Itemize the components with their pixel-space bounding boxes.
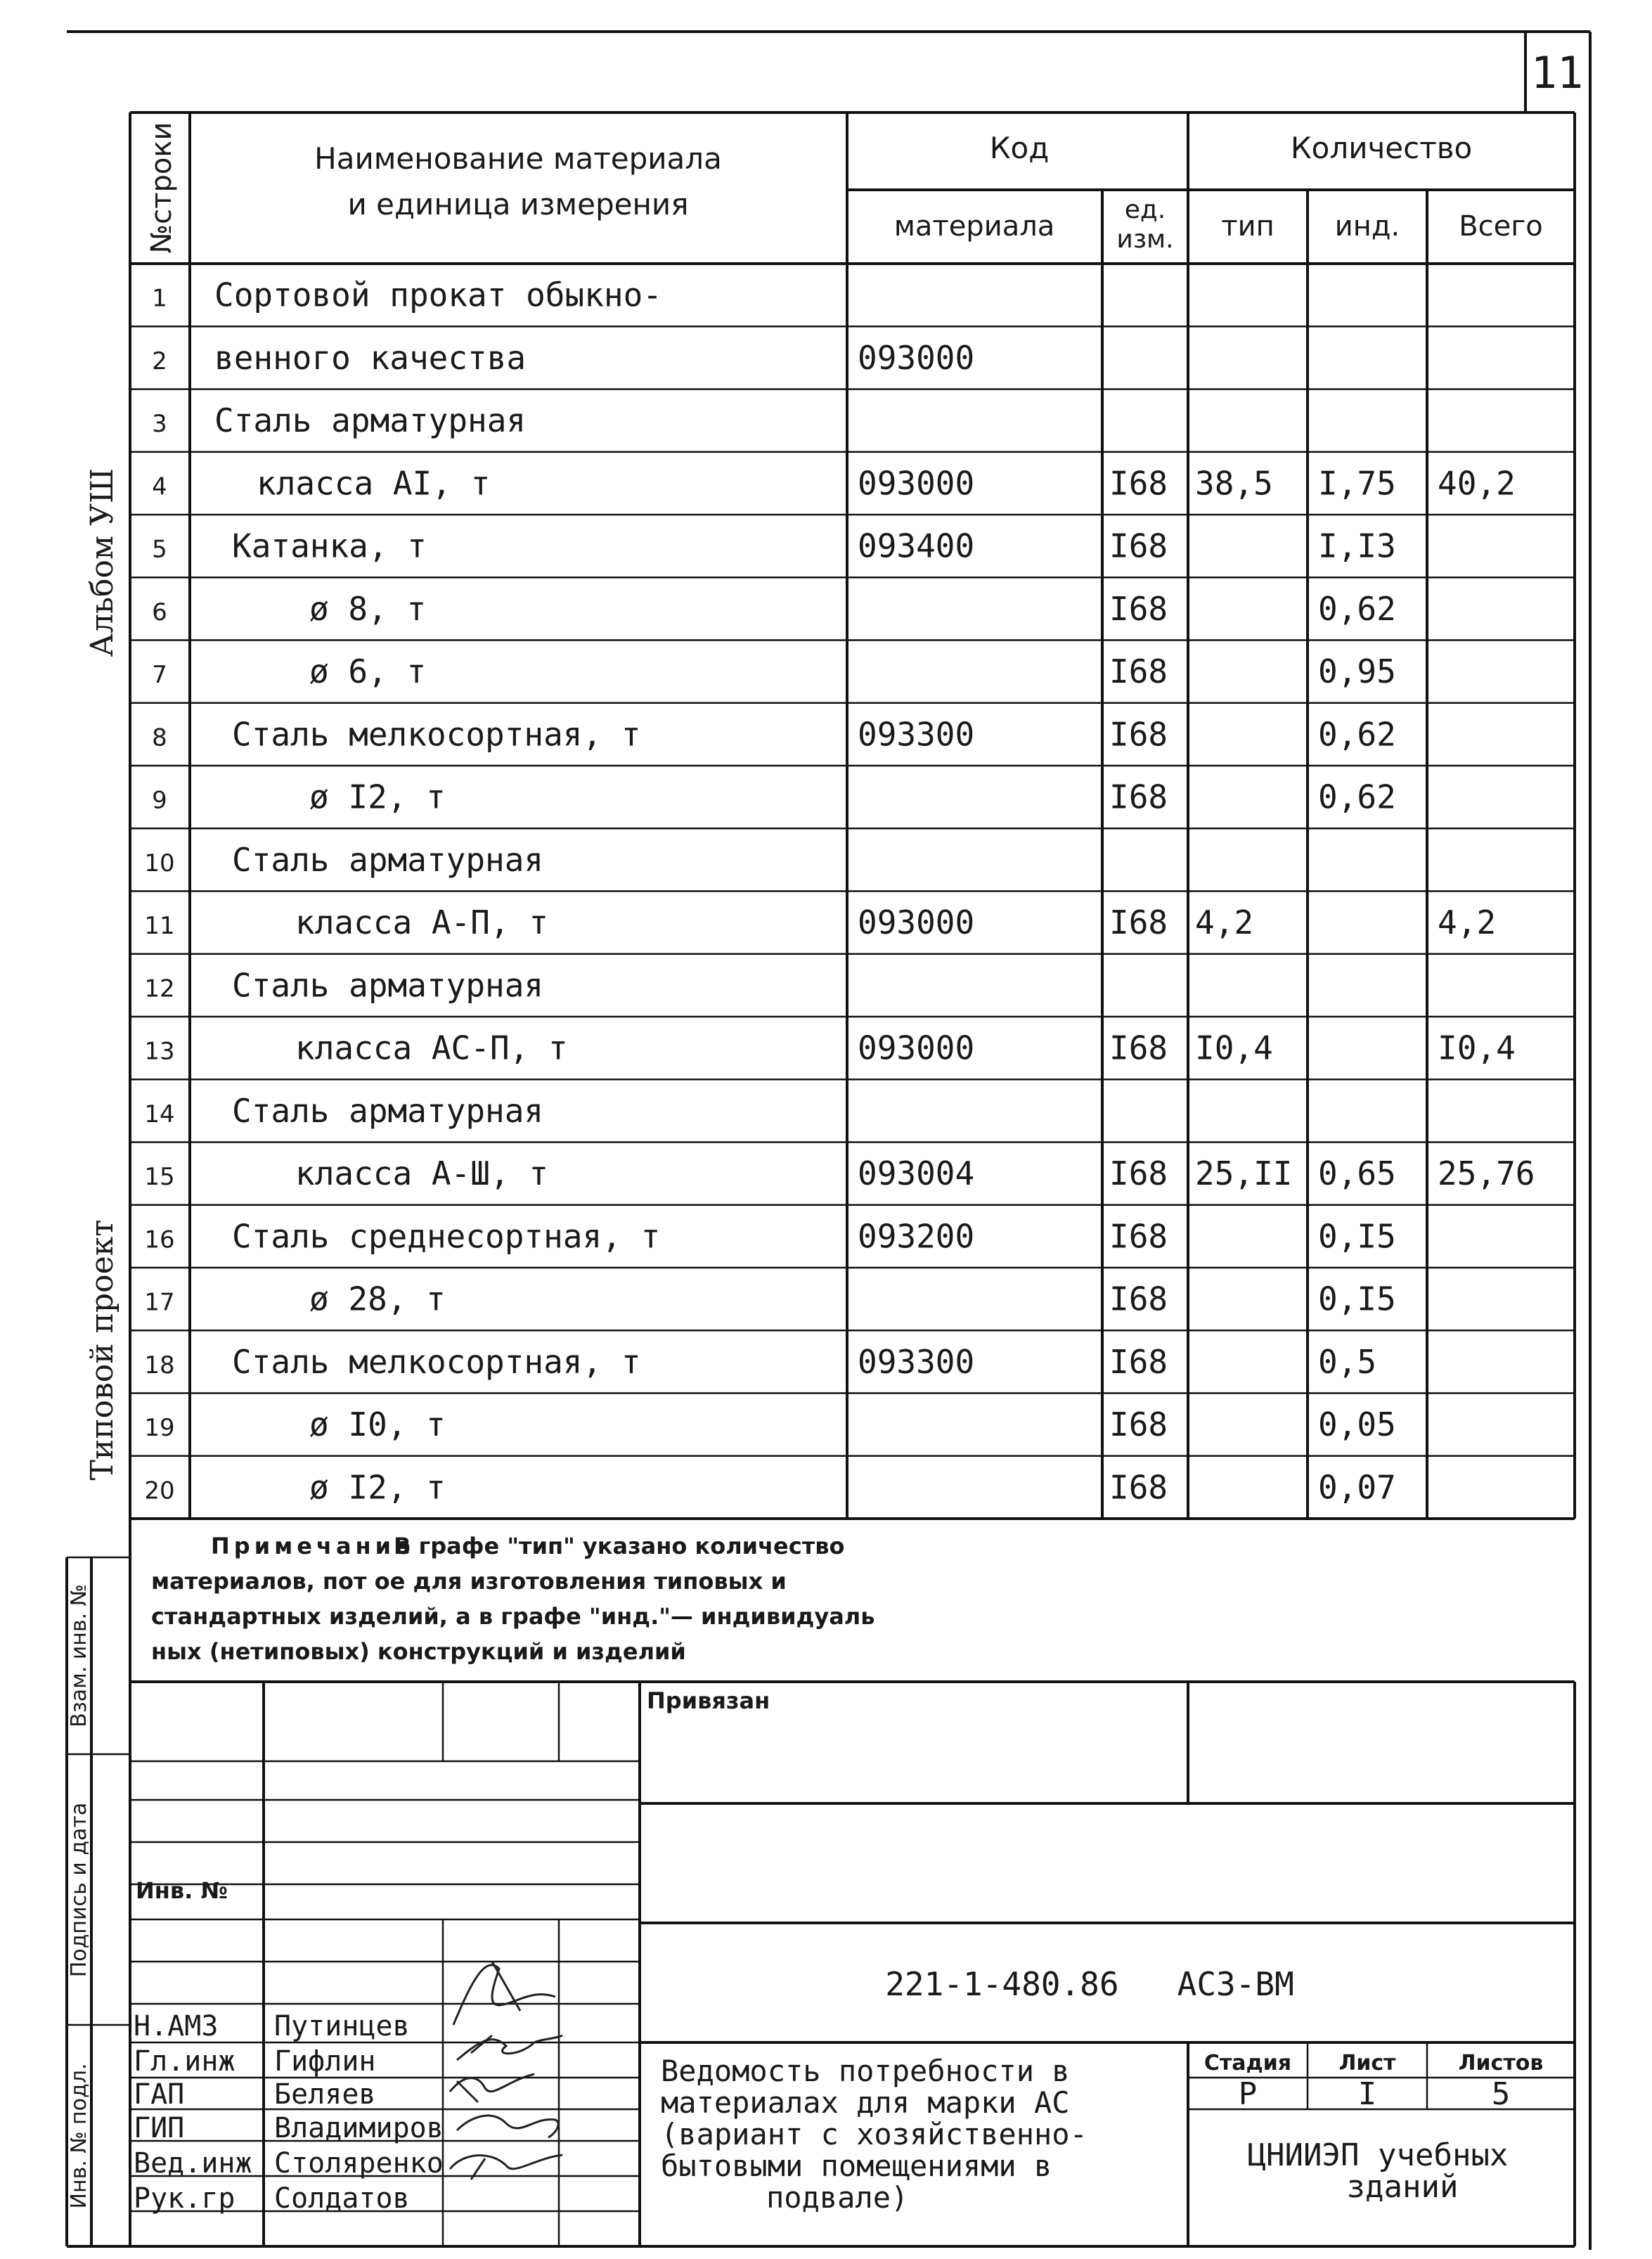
header-name-line1: Наименование материала [314, 141, 722, 176]
privyazan-label: Привязан [647, 1687, 770, 1714]
material-name: ø I2, т [309, 778, 446, 816]
note-title: Примечание [211, 1533, 415, 1559]
cell-unit: I68 [1109, 652, 1168, 691]
note-block [151, 1533, 875, 1665]
cell-ind: 0,62 [1318, 778, 1396, 816]
cell-code: 093000 [858, 338, 975, 377]
sheet-title [661, 2054, 1088, 2215]
row-number: 9 [152, 786, 167, 815]
header-quantity: Количество [1290, 131, 1473, 165]
cell-unit: I68 [1109, 778, 1168, 816]
cell-unit: I68 [1109, 1280, 1168, 1318]
title-line: Ведомость потребности в [661, 2054, 1070, 2088]
material-name: венного качества [214, 338, 527, 377]
table-row [144, 966, 543, 1004]
signatures [450, 1962, 562, 2180]
organization-line2: зданий [1346, 2169, 1459, 2205]
signatory-row [134, 2010, 410, 2042]
material-name: Сталь мелкосортная, т [232, 715, 641, 754]
signatory-role: Н.АМЗ [134, 2010, 219, 2042]
side-label-album: Альбом УШ [84, 468, 120, 657]
signature-1 [453, 1962, 555, 2025]
cell-ind: 0,I5 [1318, 1280, 1396, 1318]
cell-unit: I68 [1109, 715, 1168, 754]
table-row [152, 778, 1396, 816]
table-row [152, 339, 974, 377]
cell-total: I0,4 [1438, 1029, 1516, 1067]
signatory-row [134, 2147, 444, 2180]
side-label-inv-vzam: Взам. инв. № [67, 1584, 91, 1727]
sheet-label: Лист [1338, 2051, 1396, 2075]
table-row [144, 1092, 543, 1130]
cell-ind: 0,62 [1318, 589, 1396, 628]
row-number: 11 [144, 912, 175, 941]
sheets-value: 5 [1491, 2076, 1511, 2112]
table-row [144, 1280, 1395, 1318]
cell-unit: I68 [1109, 589, 1168, 628]
signatory-name: Гифлин [274, 2045, 376, 2078]
table-row [152, 401, 526, 439]
note-line3: стандартных изделий, а в графе "инд."— индивидуаль [151, 1603, 875, 1630]
title-line: подвале) [766, 2180, 909, 2215]
signatory-row [134, 2112, 444, 2144]
signatory-role: Рук.гр [134, 2182, 235, 2215]
signatory-name: Солдатов [274, 2182, 410, 2215]
material-name: ø I0, т [309, 1405, 446, 1444]
cell-unit: I68 [1109, 1029, 1168, 1067]
header-unit-line2: изм. [1116, 225, 1174, 254]
row-number: 7 [152, 661, 167, 690]
signatory-role: Вед.инж [134, 2147, 252, 2180]
signatory-name: Владимиров [274, 2112, 444, 2144]
row-number: 1 [152, 284, 167, 313]
table-row [144, 1217, 1395, 1255]
table-row [144, 1154, 1535, 1192]
signatory-name: Беляев [274, 2078, 376, 2111]
row-number: 17 [144, 1288, 175, 1317]
inv-no-label: Инв. № [136, 1877, 228, 1904]
stage-value: Р [1238, 2076, 1258, 2112]
cell-ind: I,75 [1318, 464, 1396, 503]
row-number: 19 [144, 1414, 175, 1443]
row-number: 15 [144, 1163, 175, 1192]
table-row [152, 464, 1516, 502]
cell-ind: 0,07 [1318, 1468, 1396, 1507]
title-line: материалах для марки АС [661, 2085, 1070, 2120]
sheets-label: Листов [1458, 2051, 1544, 2075]
signatory-row [134, 2182, 410, 2215]
row-number: 14 [144, 1100, 175, 1128]
table-row [152, 715, 1396, 753]
side-label-inv-podl: Инв. № подл. [67, 2063, 91, 2209]
cell-unit: I68 [1109, 1154, 1168, 1193]
row-number: 4 [152, 472, 167, 501]
cell-unit: I68 [1109, 527, 1168, 565]
page-number: 11 [1530, 47, 1584, 98]
row-number: 10 [144, 849, 175, 877]
cell-total: 25,76 [1438, 1154, 1535, 1193]
material-name: ø 6, т [309, 652, 427, 691]
side-label-signature-date: Подпись и дата [67, 1802, 91, 1978]
cell-code: 093300 [858, 715, 975, 754]
table-row [144, 903, 1496, 941]
table-row [152, 276, 662, 314]
cell-code: 093000 [858, 903, 975, 942]
signatory-row [134, 2078, 376, 2111]
material-name: класса АС-П, т [295, 1029, 568, 1067]
material-name: класса А-Ш, т [295, 1154, 549, 1193]
signatory-row [134, 2045, 376, 2078]
signatory-name: Путинцев [274, 2010, 410, 2042]
cell-unit: I68 [1109, 1468, 1168, 1507]
cell-unit: I68 [1109, 1217, 1168, 1256]
material-name: Сталь арматурная [232, 840, 544, 879]
signatories [134, 2010, 444, 2215]
signature-2 [457, 2035, 562, 2060]
cell-ind: 0,65 [1318, 1154, 1396, 1193]
material-name: класса А-П, т [295, 903, 549, 942]
material-name: Сталь арматурная [214, 401, 527, 440]
material-name: Сортовой прокат обыкно- [214, 276, 662, 314]
cell-type: 4,2 [1195, 903, 1254, 942]
row-number: 8 [152, 723, 167, 752]
table-row [144, 1029, 1515, 1067]
note-line4: ных (нетиповых) конструкций и изделий [151, 1638, 686, 1665]
document-designation: 221-1-480.86 АС3-ВМ [885, 1965, 1294, 2003]
cell-total: 4,2 [1438, 903, 1497, 942]
material-name: ø 28, т [309, 1280, 446, 1318]
header-row-no: №строки [146, 122, 178, 254]
row-number: 13 [144, 1037, 175, 1066]
cell-total: 40,2 [1438, 464, 1516, 503]
header-qty-type: тип [1221, 210, 1275, 243]
cell-unit: I68 [1109, 464, 1168, 503]
cell-code: 093400 [858, 527, 975, 565]
cell-type: I0,4 [1195, 1029, 1273, 1067]
cell-ind: I,I3 [1318, 527, 1396, 565]
cell-ind: 0,05 [1318, 1405, 1396, 1444]
stage-label: Стадия [1203, 2051, 1292, 2075]
cell-unit: I68 [1109, 1405, 1168, 1444]
row-number: 16 [144, 1225, 175, 1254]
cell-unit: I68 [1109, 903, 1168, 942]
signatory-role: ГИП [134, 2112, 185, 2144]
material-name: Сталь среднесортная, т [232, 1217, 661, 1256]
title-line: (вариант с хозяйственно- [661, 2117, 1088, 2151]
signatory-name: Столяренко [274, 2147, 444, 2180]
table-row [144, 1468, 1395, 1506]
row-number: 12 [144, 974, 175, 1003]
material-name: Сталь арматурная [232, 966, 544, 1005]
cell-code: 093300 [858, 1342, 975, 1381]
cell-type: 25,II [1195, 1154, 1293, 1193]
table-row [144, 1343, 1376, 1381]
header-unit-line1: ед. [1124, 195, 1166, 224]
note-line2: материалов, пот ое для изготовления типовых и [151, 1568, 787, 1595]
cell-ind: 0,95 [1318, 652, 1396, 691]
header-code: Код [989, 131, 1050, 165]
cell-code: 093200 [858, 1217, 975, 1256]
cell-unit: I68 [1109, 1342, 1168, 1381]
header-name-line2: и единица измерения [347, 187, 689, 221]
signatory-role: Гл.инж [134, 2045, 235, 2078]
cell-code: 093000 [858, 464, 975, 503]
material-name: Катанка, т [232, 527, 427, 565]
header-code-material: материала [893, 210, 1055, 243]
table-row [152, 590, 1396, 628]
material-name: Сталь арматурная [232, 1091, 544, 1130]
table-row [144, 841, 543, 879]
title-line: бытовыми помещениями в [661, 2149, 1052, 2183]
material-name: Сталь мелкосортная, т [232, 1342, 641, 1381]
cell-code: 093000 [858, 1029, 975, 1067]
cell-ind: 0,62 [1318, 715, 1396, 754]
header-qty-total: Всего [1459, 210, 1543, 243]
cell-ind: 0,5 [1318, 1342, 1377, 1381]
row-number: 18 [144, 1351, 175, 1379]
material-name: ø I2, т [309, 1468, 446, 1507]
organization-line1: ЦНИИЭП учебных [1247, 2137, 1509, 2173]
cell-code: 093004 [858, 1154, 975, 1193]
row-number: 20 [144, 1476, 175, 1505]
signatory-role: ГАП [134, 2078, 185, 2111]
header-qty-ind: инд. [1334, 210, 1400, 243]
row-number: 6 [152, 598, 167, 626]
signature-4 [457, 2116, 558, 2137]
row-number: 5 [152, 535, 167, 564]
table-row [152, 527, 1396, 565]
material-name: ø 8, т [309, 589, 427, 628]
row-number: 3 [152, 410, 167, 439]
material-name: класса AI, т [257, 464, 491, 503]
note-line1: В графе "тип" указано количество [394, 1533, 845, 1559]
table-row [152, 652, 1396, 690]
cell-type: 38,5 [1195, 464, 1273, 503]
cell-ind: 0,I5 [1318, 1217, 1396, 1256]
table-row [144, 1405, 1395, 1443]
sheet-value: I [1357, 2076, 1377, 2112]
side-label-project: Типовой проект [84, 1219, 120, 1481]
row-number: 2 [152, 347, 167, 375]
